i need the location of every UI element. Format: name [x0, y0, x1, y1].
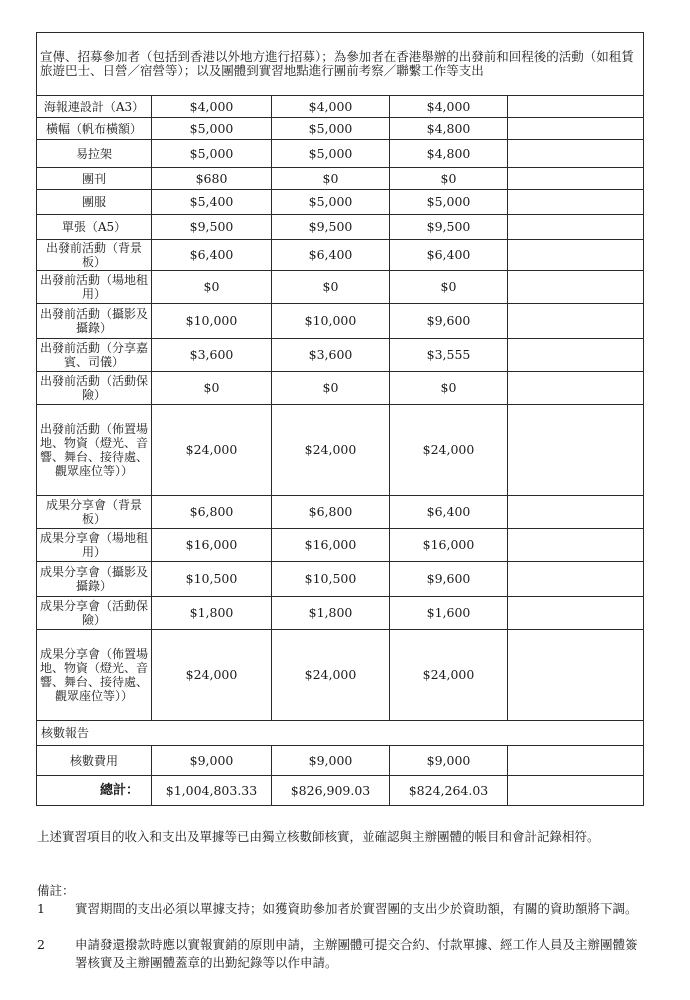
amount-cell: $9,500 — [272, 215, 390, 240]
amount-cell: $10,000 — [152, 304, 272, 339]
amount-cell: $5,000 — [272, 190, 390, 215]
amount-cell: $9,000 — [152, 746, 272, 776]
item-cell: 單張（A5） — [37, 215, 152, 240]
amount-cell: $6,800 — [152, 496, 272, 529]
blank-cell — [508, 372, 644, 405]
table-row — [37, 168, 644, 190]
amount-cell: $1,600 — [390, 597, 508, 630]
amount-cell: $9,500 — [152, 215, 272, 240]
amount-cell: $4,000 — [390, 96, 508, 118]
amount-cell: $0 — [152, 271, 272, 304]
table-row — [37, 405, 644, 496]
remark-text: 申請發還撥款時應以實報實銷的原則申請，主辦團體可提交合約、付款單據、經工作人員及主辦團體簽署核實及主辦團體蓋章的出勤紀錄等以作申請。 — [75, 937, 638, 970]
amount-cell: $0 — [390, 271, 508, 304]
item-cell: 易拉架 — [37, 140, 152, 168]
blank-cell — [508, 496, 644, 529]
amount-cell: $16,000 — [390, 529, 508, 562]
amount-cell: $9,500 — [390, 215, 508, 240]
table-row — [37, 597, 644, 630]
table-row — [37, 746, 644, 776]
amount-cell: $3,600 — [152, 339, 272, 372]
amount-cell: $1,800 — [272, 597, 390, 630]
total-amount-cell: $826,909.03 — [272, 776, 390, 806]
table-row — [37, 140, 644, 168]
amount-cell: $16,000 — [152, 529, 272, 562]
amount-cell: $3,555 — [390, 339, 508, 372]
table-row — [37, 339, 644, 372]
amount-cell: $16,000 — [272, 529, 390, 562]
table-row — [37, 372, 644, 405]
item-cell: 出發前活動（場地租用） — [37, 271, 152, 304]
blank-cell — [508, 215, 644, 240]
blank-cell — [508, 168, 644, 190]
amount-cell: $3,600 — [272, 339, 390, 372]
blank-cell — [508, 240, 644, 271]
item-cell: 團刊 — [37, 168, 152, 190]
amount-cell: $10,000 — [272, 304, 390, 339]
amount-cell: $9,600 — [390, 562, 508, 597]
amount-cell: $24,000 — [272, 405, 390, 496]
item-cell: 出發前活動（活動保險） — [37, 372, 152, 405]
item-cell: 出發前活動（攝影及攝錄） — [37, 304, 152, 339]
expense-category-header: 宣傳、招募參加者（包括到香港以外地方進行招募）；為參加者在香港舉辦的出發前和回程後的活動（如租賃旅遊巴士、日營／宿營等）；以及團體到實習地點進行團前考察／聯繫工作等支出 — [37, 33, 644, 96]
item-cell: 團服 — [37, 190, 152, 215]
blank-cell — [508, 118, 644, 140]
item-cell: 成果分享會（佈置場地、物資（燈光、音響、舞台、接待處、觀眾座位等）） — [37, 630, 152, 721]
amount-cell: $5,000 — [152, 140, 272, 168]
amount-cell: $6,400 — [390, 496, 508, 529]
item-cell: 成果分享會（場地租用） — [37, 529, 152, 562]
amount-cell: $6,400 — [152, 240, 272, 271]
blank-cell — [508, 339, 644, 372]
amount-cell: $6,400 — [272, 240, 390, 271]
amount-cell: $24,000 — [390, 405, 508, 496]
amount-cell: $0 — [152, 372, 272, 405]
table-row — [37, 496, 644, 529]
item-cell: 核數費用 — [37, 746, 152, 776]
table-row — [37, 96, 644, 118]
amount-cell: $5,400 — [152, 190, 272, 215]
amount-cell: $680 — [152, 168, 272, 190]
item-cell: 橫幅（帆布橫額） — [37, 118, 152, 140]
table-row — [37, 271, 644, 304]
amount-cell: $0 — [390, 372, 508, 405]
amount-cell: $0 — [272, 271, 390, 304]
amount-cell: $5,000 — [272, 140, 390, 168]
amount-cell: $6,400 — [390, 240, 508, 271]
amount-cell: $5,000 — [272, 118, 390, 140]
amount-cell: $4,000 — [272, 96, 390, 118]
table-row — [37, 118, 644, 140]
amount-cell: $10,500 — [152, 562, 272, 597]
table-row — [37, 529, 644, 562]
item-cell: 成果分享會（攝影及攝錄） — [37, 562, 152, 597]
table-header-row — [37, 33, 644, 96]
amount-cell: $1,800 — [152, 597, 272, 630]
expense-table-body — [37, 33, 644, 806]
amount-cell: $24,000 — [390, 630, 508, 721]
remark-number: 1 — [37, 901, 45, 916]
audit-section-row — [37, 721, 644, 746]
table-row — [37, 562, 644, 597]
amount-cell: $5,000 — [390, 190, 508, 215]
table-row — [37, 630, 644, 721]
remark-number: 2 — [37, 937, 45, 952]
expense-table — [36, 32, 644, 806]
table-row — [37, 240, 644, 271]
blank-cell — [508, 597, 644, 630]
amount-cell: $9,000 — [272, 746, 390, 776]
amount-cell: $24,000 — [152, 405, 272, 496]
audit-statement: 上述實習項目的收入和支出及單據等已由獨立核數師核實，並確認與主辦團體的帳目和會計記錄相符。 — [37, 829, 600, 844]
item-cell: 出發前活動（背景板） — [37, 240, 152, 271]
total-amount-cell: $824,264.03 — [390, 776, 508, 806]
item-cell: 海報連設計（A3） — [37, 96, 152, 118]
amount-cell: $10,500 — [272, 562, 390, 597]
blank-cell — [508, 562, 644, 597]
item-cell: 成果分享會（活動保險） — [37, 597, 152, 630]
remarks-title: 備註： — [37, 883, 75, 898]
table-row — [37, 304, 644, 339]
blank-cell — [508, 190, 644, 215]
item-cell: 成果分享會（背景板） — [37, 496, 152, 529]
blank-cell — [508, 405, 644, 496]
amount-cell: $0 — [390, 168, 508, 190]
amount-cell: $24,000 — [272, 630, 390, 721]
amount-cell: $4,000 — [152, 96, 272, 118]
amount-cell: $0 — [272, 372, 390, 405]
blank-cell — [508, 776, 644, 806]
blank-cell — [508, 271, 644, 304]
amount-cell: $0 — [272, 168, 390, 190]
blank-cell — [508, 140, 644, 168]
amount-cell: $5,000 — [152, 118, 272, 140]
blank-cell — [508, 304, 644, 339]
total-amount-cell: $1,004,803.33 — [152, 776, 272, 806]
amount-cell: $9,000 — [390, 746, 508, 776]
total-label: 總計： — [37, 776, 152, 806]
amount-cell: $6,800 — [272, 496, 390, 529]
amount-cell: $24,000 — [152, 630, 272, 721]
amount-cell: $4,800 — [390, 140, 508, 168]
audit-section-label: 核數報告 — [37, 721, 644, 746]
table-row — [37, 190, 644, 215]
total-row — [37, 776, 644, 806]
blank-cell — [508, 746, 644, 776]
amount-cell: $9,600 — [390, 304, 508, 339]
remark-text: 實習期間的支出必須以單據支持；如獲資助參加者於實習團的支出少於資助額，有關的資助額將下調。 — [75, 901, 638, 916]
table-row — [37, 215, 644, 240]
blank-cell — [508, 96, 644, 118]
item-cell: 出發前活動（佈置場地、物資（燈光、音響、舞台、接待處、觀眾座位等）） — [37, 405, 152, 496]
amount-cell: $4,800 — [390, 118, 508, 140]
item-cell: 出發前活動（分享嘉賓、司儀） — [37, 339, 152, 372]
blank-cell — [508, 529, 644, 562]
blank-cell — [508, 630, 644, 721]
